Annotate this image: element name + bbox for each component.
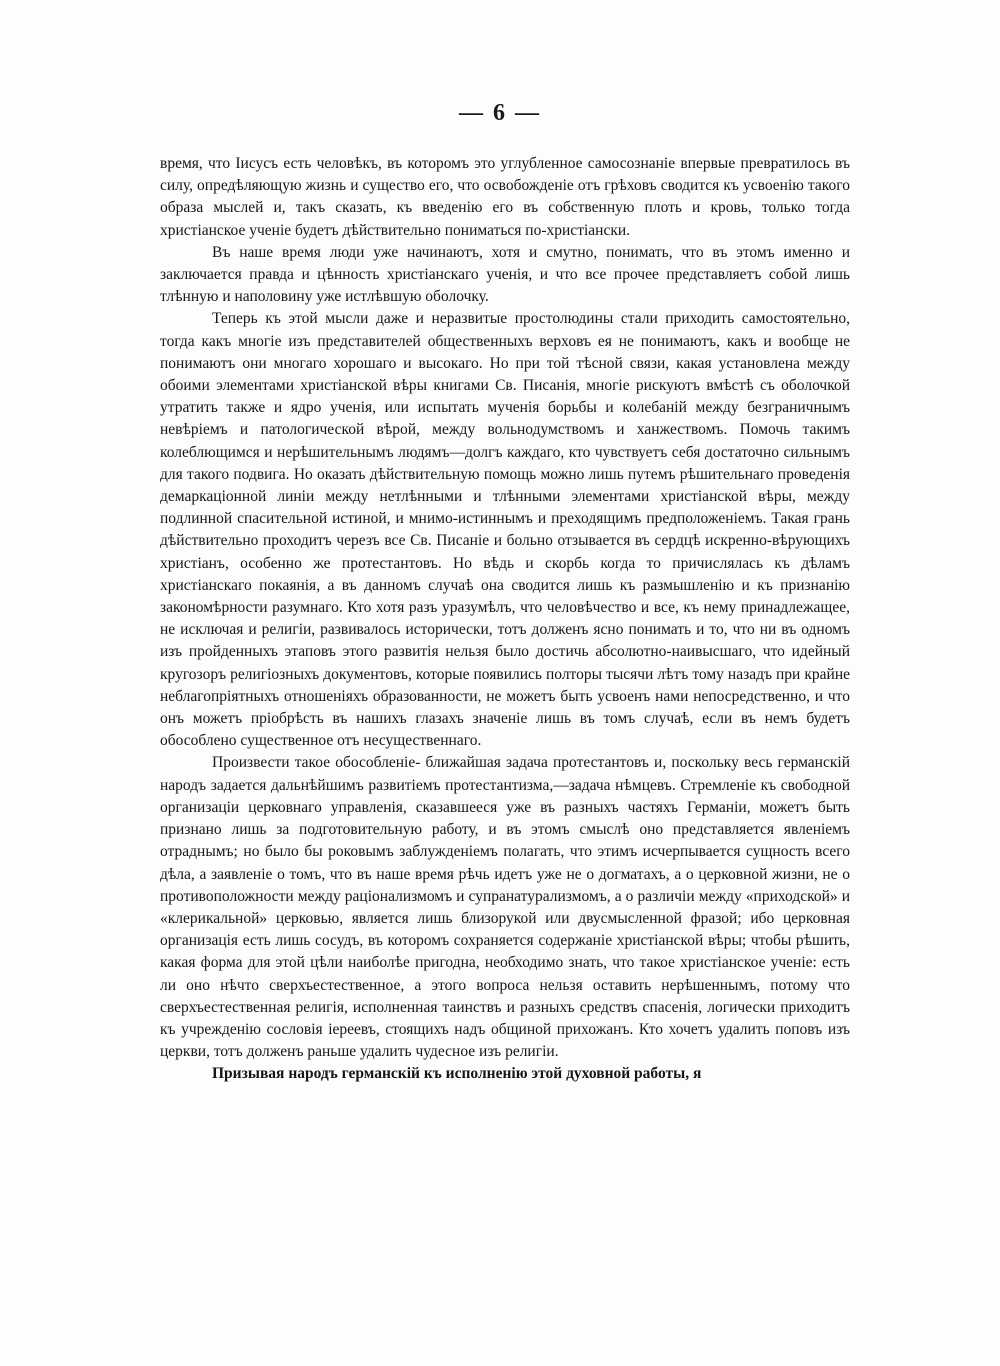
paragraph-2: Въ наше время люди уже начинаютъ, хотя и смутно, понимать, что въ этомъ именно и заключается правда и цѣнность христіанскаго ученія, и что все прочее представляетъ собой лишь тлѣнную и наполовину уже истлѣвшую оболочку. — [160, 243, 850, 306]
body-text — [160, 153, 850, 1086]
paragraph-5: Призывая народъ германскій къ исполненію этой духовной работы, я — [212, 1065, 702, 1083]
paragraph-4: Произвести такое обособленіе- ближайшая задача протестантовъ и, поскольку весь германскій народъ задается дальнѣйшимъ развитіемъ протестантизма,—задача нѣмцевъ. Стремленіе къ свободной организаціи церковнаго управленія, сказавшееся уже въ разныхъ частяхъ Германіи, можетъ быть признано лишь за подготовительную работу, и въ этомъ смыслѣ оно представляется явленіемъ отраднымъ; но было бы роковымъ заблужденіемъ полагать, что этимъ исчерпывается сущность всего дѣла, а заявленіе о томъ, что въ наше время рѣчь идетъ уже не о догматахъ, а о церковной жизни, не о противоположности между раціонализмомъ и супранатурализмомъ, а о различіи между «приходской» и «клерикальной» церковью, является лишь близорукой или двусмысленной фразой; ибо церковная организація есть лишь сосудъ, въ которомъ сохраняется содержаніе христіанской вѣры; чтобы рѣшить, какая форма для этой цѣли наиболѣе пригодна, необходимо знать, что такое христіанское ученіе: есть ли оно нѣчто сверхъестественное, а этого вопроса нельзя оставить нерѣшеннымъ, потому что сверхъестественная религія, исполненная таинствъ и разныхъ средствъ спасенія, логически приходитъ къ учрежденію сословія іереевъ, стоящихъ надъ общиной прихожанъ. Кто хочетъ удалить поповъ изъ церкви, тотъ долженъ раньше удалить чудесное изъ религіи. — [160, 754, 850, 1061]
paragraph-3: Теперь къ этой мысли даже и неразвитые простолюдины стали приходить самостоятельно, тогда какъ многіе изъ представителей общественныхъ верховъ ея не понимаютъ, какъ и вообще не понимаютъ они многаго хорошаго и высокаго. Но при той тѣсной связи, какая установлена между обоими элементами христіанской вѣры книгами Св. Писанія, многіе рискуютъ вмѣстѣ съ оболочкой утратить также и ядро ученія, или испытать мученія борьбы и колебаній между безграничнымъ невѣріемъ и патологической вѣрой, между вольнодумствомъ и ханжествомъ. Помочь такимъ колеблющимся и нерѣшительнымъ людямъ—долгъ каждаго, кто чувствуетъ себя достаточно сильнымъ для такого подвига. Но оказать дѣйствительную помощь можно лишь путемъ рѣшительнаго проведенія демаркаціонной линіи между нетлѣнными и тлѣнными элементами христіанской вѣры, между подлинной спасительной истиной, и мнимо-истиннымъ и преходящимъ предположеніемъ. Такая грань дѣйствительно проходитъ черезъ все Св. Писаніе и больно отзывается въ сердцѣ искренно-вѣрующихъ христіанъ, особенно же протестантовъ. Но вѣдь и скорбь когда то причислялась къ дѣламъ христіанскаго покаянія, а въ данномъ случаѣ она сводится лишь къ размышленію и къ признанію закономѣрности разумнаго. Кто хотя разъ уразумѣлъ, что человѣчество и все, къ нему принадлежащее, не исключая и религіи, развивалось исторически, тотъ долженъ ясно понимать и то, что ни въ одномъ изъ пройденныхъ этаповъ этого развитія нельзя было достичь абсолютно-наивысшаго, что идейный кругозоръ религіозныхъ документовъ, которые появились полторы тысячи лѣтъ тому назадъ при крайне неблагопріятныхъ отношеніяхъ образованности, не можетъ быть усвоенъ нами непосредственно, и что онъ можетъ пріобрѣсть въ нашихъ глазахъ значеніе лишь въ томъ случаѣ, если въ немъ будетъ обособлено существенное отъ несущественнаго. — [160, 310, 850, 750]
paragraph-1: время, что Іисусъ есть человѣкъ, въ которомъ это углубленное самосознаніе впервые превратилось въ силу, опредѣляющую жизнь и существо его, что освобожденіе отъ грѣховъ сводится къ усвоенію такого образа мыслей и, такъ сказать, къ введенію его въ собственную плоть и кровь, только тогда христіанское ученіе будетъ дѣйствительно пониматься по-христіански. — [160, 155, 850, 239]
page-number: — 6 — — [459, 100, 541, 126]
